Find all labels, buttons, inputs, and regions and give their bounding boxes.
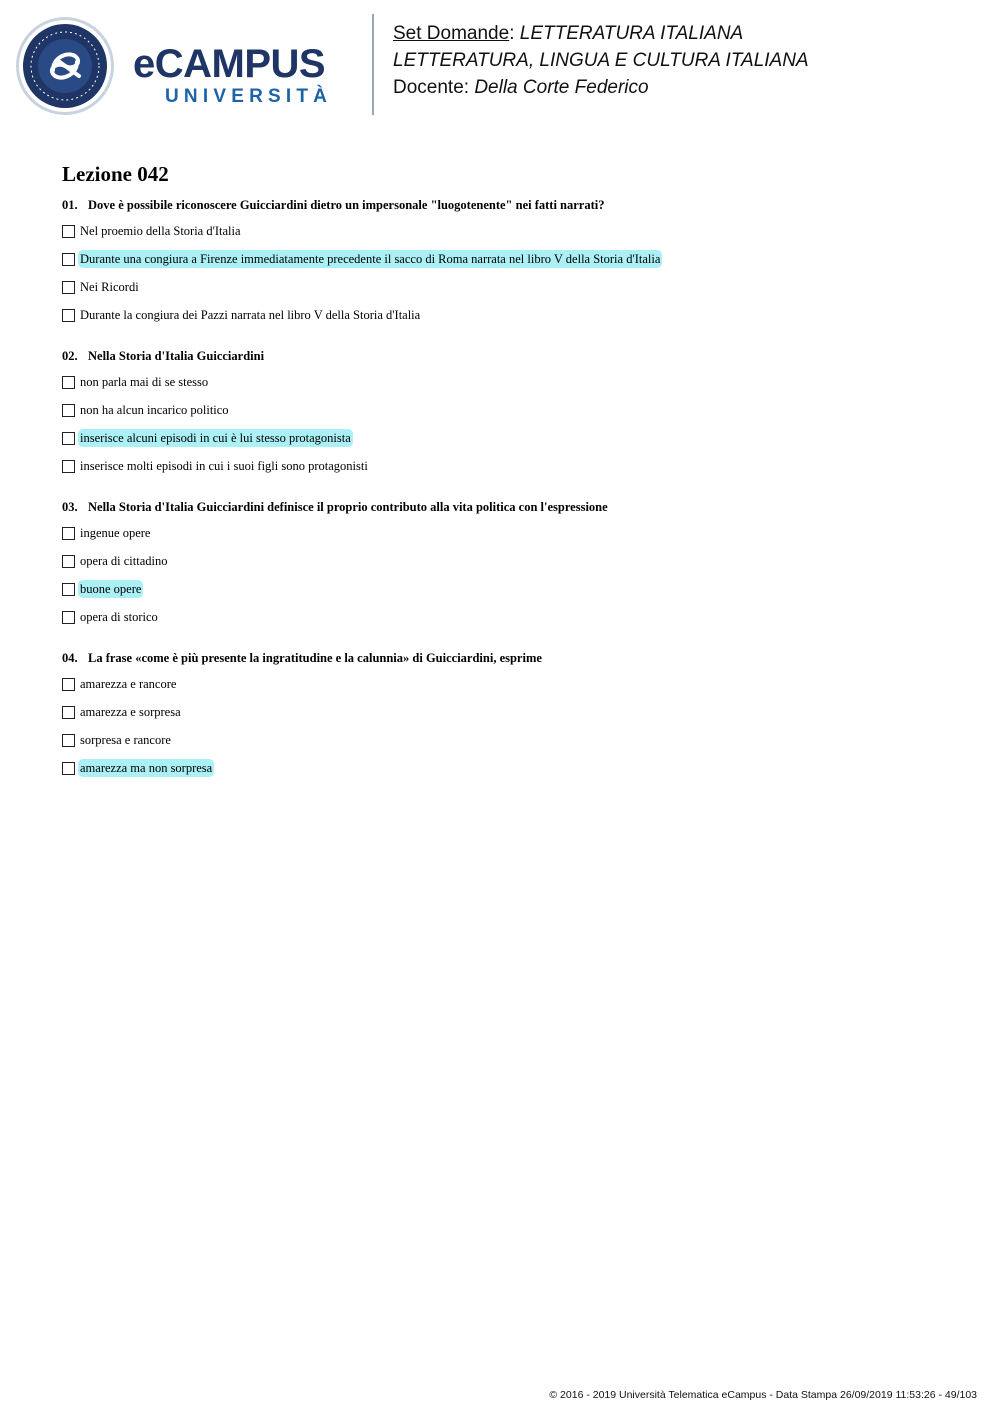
answer-option[interactable]	[62, 373, 210, 391]
checkbox[interactable]	[62, 376, 75, 389]
question-number: 02.	[62, 349, 78, 363]
question-label: Nella Storia d'Italia Guicciardini	[88, 349, 265, 363]
checkbox[interactable]	[62, 555, 75, 568]
checkbox[interactable]	[62, 762, 75, 775]
option-text: ingenue opere	[80, 526, 151, 540]
option-text: buone opere	[80, 582, 142, 596]
teacher-line	[393, 74, 809, 101]
answer-option[interactable]	[62, 608, 160, 626]
lesson-heading	[62, 160, 962, 188]
checkbox[interactable]	[62, 734, 75, 747]
question-number: 04.	[62, 651, 78, 665]
option-text: sorpresa e rancore	[80, 733, 171, 747]
question-label: La frase «come è più presente la ingratitudine e la calunnia» di Guicciardini, esprime	[88, 651, 542, 665]
course-name: LETTERATURA, LINGUA E CULTURA ITALIANA	[393, 50, 809, 71]
set-separator: :	[509, 23, 520, 44]
question-text	[62, 650, 542, 666]
ecampus-wordmark	[133, 40, 355, 114]
answer-option[interactable]	[62, 703, 183, 721]
answer-option[interactable]	[62, 524, 152, 542]
checkbox[interactable]	[62, 225, 75, 238]
question-block	[62, 348, 368, 473]
question-block	[62, 499, 608, 624]
option-text: non ha alcun incarico politico	[80, 403, 229, 417]
checkbox[interactable]	[62, 583, 75, 596]
checkbox[interactable]	[62, 281, 75, 294]
question-label: Dove è possibile riconoscere Guicciardini dietro un impersonale "luogotenente" nei fatti narrati?	[88, 198, 605, 212]
checkbox[interactable]	[62, 611, 75, 624]
answer-option[interactable]	[62, 675, 178, 693]
answer-option[interactable]	[62, 250, 662, 268]
header-divider	[372, 14, 374, 115]
course-line	[393, 47, 809, 74]
checkbox[interactable]	[62, 309, 75, 322]
brand-subtitle: UNIVERSITÀ	[165, 86, 333, 107]
question-text	[62, 348, 264, 364]
checkbox[interactable]	[62, 706, 75, 719]
question-block	[62, 650, 542, 775]
option-text: amarezza e rancore	[80, 677, 177, 691]
option-text: Durante una congiura a Firenze immediatamente precedente il sacco di Roma narrata nel libro V della Storia d'Italia	[80, 252, 661, 266]
university-seal-logo	[15, 16, 115, 116]
question-number: 03.	[62, 500, 78, 514]
question-block	[62, 197, 661, 322]
answer-option[interactable]	[62, 552, 169, 570]
option-text: Nei Ricordi	[80, 280, 139, 294]
checkbox[interactable]	[62, 404, 75, 417]
checkbox[interactable]	[62, 460, 75, 473]
option-text: amarezza ma non sorpresa	[80, 761, 213, 775]
option-text: inserisce alcuni episodi in cui è lui stesso protagonista	[80, 431, 351, 445]
brand-name: eCAMPUS	[133, 42, 326, 86]
checkbox[interactable]	[62, 432, 75, 445]
option-text: Nel proemio della Storia d'Italia	[80, 224, 241, 238]
answer-option[interactable]	[62, 759, 214, 777]
answer-option[interactable]	[62, 306, 422, 324]
question-text	[62, 197, 605, 213]
option-text: inserisce molti episodi in cui i suoi figli sono protagonisti	[80, 459, 368, 473]
answer-option[interactable]	[62, 222, 243, 240]
answer-option[interactable]	[62, 731, 173, 749]
option-text: Durante la congiura dei Pazzi narrata nel libro V della Storia d'Italia	[80, 308, 421, 322]
answer-option[interactable]	[62, 278, 141, 296]
page-header	[0, 0, 1000, 130]
teacher-name: Della Corte Federico	[474, 77, 649, 98]
subject-name: LETTERATURA ITALIANA	[519, 23, 744, 44]
page-footer: © 2016 - 2019 Università Telematica eCampus - Data Stampa 26/09/2019 11:53:26 - 49/103	[549, 1389, 977, 1401]
checkbox[interactable]	[62, 527, 75, 540]
teacher-label: Docente:	[393, 77, 475, 98]
set-label: Set Domande	[393, 23, 510, 44]
answer-option[interactable]	[62, 429, 353, 447]
question-label: Nella Storia d'Italia Guicciardini definisce il proprio contributo alla vita politica con l'espressione	[88, 500, 608, 514]
checkbox[interactable]	[62, 678, 75, 691]
answer-option[interactable]	[62, 401, 231, 419]
option-text: opera di storico	[80, 610, 158, 624]
lesson-title: Lezione 042	[62, 162, 169, 186]
answer-option[interactable]	[62, 457, 370, 475]
checkbox[interactable]	[62, 253, 75, 266]
answer-option[interactable]	[62, 580, 143, 598]
set-info	[393, 20, 809, 101]
question-text	[62, 499, 608, 515]
set-line	[393, 20, 809, 47]
option-text: non parla mai di se stesso	[80, 375, 209, 389]
option-text: opera di cittadino	[80, 554, 168, 568]
option-text: amarezza e sorpresa	[80, 705, 181, 719]
question-number: 01.	[62, 198, 78, 212]
